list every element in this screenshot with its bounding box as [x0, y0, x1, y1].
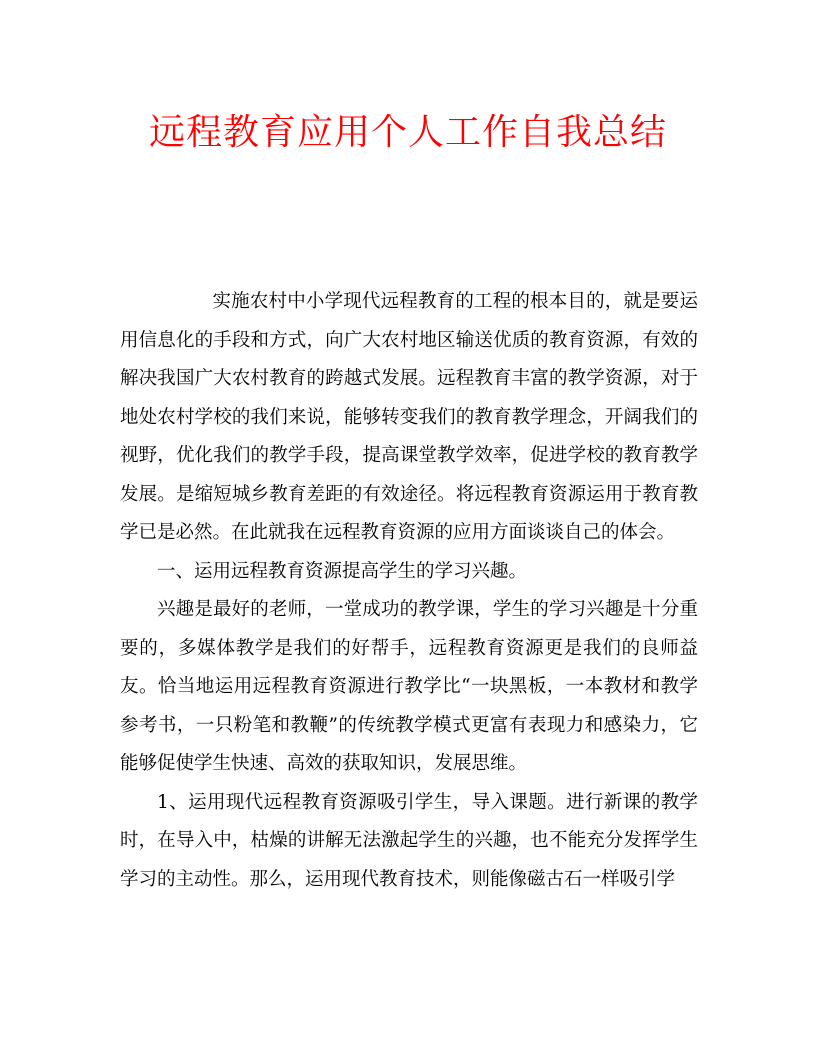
paragraph-point-1: 1、运用现代远程教育资源吸引学生，导入课题。进行新课的教学时，在导入中，枯燥的讲解无法激起学生的兴趣，也不能充分发挥学生学习的主动性。那么，运用现代教育技术，则能像磁古石一样吸引学 [120, 791, 698, 890]
paragraph-intro: 实施农村中小学现代远程教育的工程的根本目的，就是要运用信息化的手段和方式，向广大农村地区输送优质的教育资源，有效的解决我国广大农村教育的跨越式发展。远程教育丰富的教学资源，对于地处农村学校的我们来说，能够转变我们的教育教学理念，开阔我们的视野，优化我们的教学手段，提高课堂教学效率，促进学校的教育教学发展。是缩短城乡教育差距的有效途径。将远程教育资源运用于教育教学已是必然。在此就我在远程教育资源的应用方面谈谈自己的体会。 [120, 291, 698, 543]
document-body [120, 283, 698, 899]
paragraph-interest: 兴趣是最好的老师，一堂成功的教学课，学生的学习兴趣是十分重要的，多媒体教学是我们的好帮手，远程教育资源更是我们的良师益友。恰当地运用远程教育资源进行教学比“一块黑板，一本教材和教学参考书，一只粉笔和教鞭”的传统教学模式更富有表现力和感染力，它能够促使学生快速、高效的获取知识，发展思维。 [120, 599, 698, 774]
document-title: 远程教育应用个人工作自我总结 [148, 112, 667, 153]
paragraph-section-heading: 一、运用远程教育资源提高学生的学习兴趣。 [157, 560, 528, 582]
